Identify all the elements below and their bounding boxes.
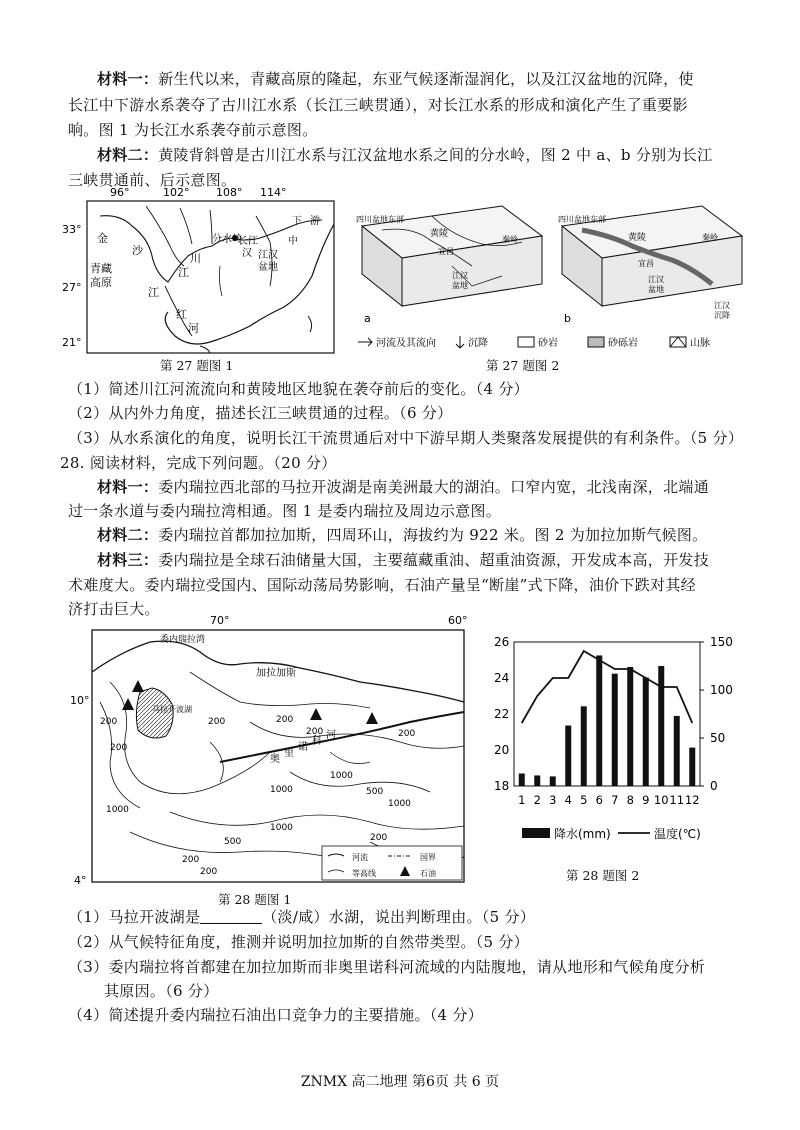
legend-label: 石油 (420, 869, 436, 878)
x-tick: 5 (580, 793, 588, 807)
diagram-label: 盆地 (452, 281, 468, 290)
precip-bar (519, 774, 525, 786)
contour-label: 200 (182, 855, 200, 865)
precip-bar (581, 706, 587, 786)
x-tick: 6 (595, 793, 603, 807)
contour-label: 1000 (106, 805, 129, 815)
y-right-tick: 150 (710, 635, 733, 649)
page-footer: ZNMX 高二地理 第6页 共 6 页 (300, 1074, 500, 1090)
legend-label: 砂砾岩 (608, 338, 638, 349)
lat-label: 4° (74, 874, 87, 887)
contour-label: 200 (276, 715, 294, 725)
lat-label: 21° (62, 336, 82, 349)
q28-material3-line2: 术难度大。委内瑞拉受国内、国际动荡局势影响，石油产量呈“断崖”式下降，油价下跌对其经 (68, 576, 696, 594)
figure-28-1-caption: 第 28 题图 1 (218, 892, 292, 907)
conglomerate-legend-icon (588, 337, 604, 347)
diagram-label: 沉降 (714, 311, 730, 320)
map-label: 下 (292, 216, 302, 227)
contour-label: 200 (200, 867, 218, 877)
y-left-tick: 20 (494, 743, 510, 757)
legend-label: 河流 (352, 853, 368, 862)
contour-label: 200 (398, 729, 416, 739)
map-label: 江 (148, 286, 159, 299)
map-label: 里 (284, 748, 294, 759)
precip-bar (534, 775, 540, 786)
map-label: 汉 (242, 248, 252, 259)
legend-label: 沉降 (468, 338, 488, 349)
contour-label: 200 (370, 833, 388, 843)
contour-label: 1000 (330, 771, 353, 781)
diagram-label: 宜昌 (638, 259, 654, 268)
x-tick: 11 (669, 793, 685, 807)
lat-label: 27° (62, 281, 82, 294)
diagram-label: 江汉 (714, 301, 730, 310)
lon-label: 108° (216, 186, 243, 199)
material3-label: 材料三： (97, 551, 159, 569)
figure-27-1-map (60, 186, 342, 372)
legend-temp-label: 温度(℃) (654, 827, 701, 841)
diagram-label: 盆地 (648, 285, 664, 294)
q28-2: （2）从气候特征角度，推测并说明加拉加斯的自然带类型。（5 分） (68, 933, 529, 951)
answer-blank[interactable] (200, 909, 262, 924)
map-label: 分水岭 (212, 234, 242, 245)
x-tick: 7 (611, 793, 619, 807)
precip-bar (612, 674, 618, 786)
precip-bar (565, 726, 571, 786)
y-left-tick: 18 (494, 779, 510, 793)
x-tick: 4 (564, 793, 572, 807)
precip-bar (689, 748, 695, 786)
map-label: 盆地 (258, 262, 278, 273)
precip-bar (658, 666, 664, 786)
diagram-label: 黄陵 (430, 229, 449, 239)
map-label: 河 (188, 322, 199, 335)
map-label: 金 (97, 232, 108, 245)
y-left-tick: 22 (494, 707, 510, 721)
q28-title: 28. 阅读材料，完成下列问题。（20 分） (60, 454, 337, 472)
precip-bar (643, 678, 649, 786)
x-tick: 2 (533, 793, 541, 807)
q28-4: （4）简述提升委内瑞拉石油出口竞争力的主要措施。（4 分） (68, 1006, 484, 1024)
y-left-tick: 24 (494, 671, 510, 685)
lat-label: 33° (62, 223, 82, 236)
lon-label: 70° (210, 614, 230, 627)
legend-label: 河流及其流向 (376, 338, 436, 349)
q27-material1-line3: 响。图 1 为长江水系袭夺前示意图。 (68, 121, 318, 139)
lat-label: 10° (70, 694, 90, 707)
legend-label: 砂岩 (538, 338, 558, 349)
map-label: 青藏 (90, 262, 112, 275)
map-label: 河 (326, 730, 336, 741)
mountain-legend-icon (670, 337, 686, 347)
legend-label: 等高线 (352, 869, 376, 878)
x-tick: 9 (642, 793, 650, 807)
diagram-label: 四川盆地东部 (356, 215, 404, 224)
map-label: 奥 (270, 754, 280, 765)
map-label: 红 (176, 308, 187, 321)
precip-bar (627, 667, 633, 786)
panel-label-a: a (364, 312, 371, 325)
legend-precip-label: 降水(mm) (554, 827, 611, 841)
map-label: 沙 (132, 244, 143, 257)
map-label: 江汉 (258, 250, 278, 261)
subsidence-legend-icon (456, 336, 464, 348)
climate-chart (478, 632, 778, 864)
legend-precip-swatch (522, 828, 550, 838)
lon-label: 114° (260, 186, 287, 199)
lon-label: 102° (163, 186, 190, 199)
legend-label: 国界 (420, 853, 436, 862)
q27-2: （2）从内外力角度，描述长江三峡贯通的过程。（6 分） (68, 404, 453, 422)
y-right-tick: 100 (710, 683, 733, 697)
figure-28-1-map (70, 612, 470, 890)
diagram-label: 江汉 (452, 271, 468, 280)
map-label: 诺 (298, 742, 308, 753)
climate-chart-caption: 第 28 题图 2 (566, 868, 640, 883)
x-tick: 12 (684, 793, 700, 807)
q28-material3-line3: 济打击巨大。 (68, 600, 160, 618)
material1-label: 材料一： (97, 478, 159, 496)
material2-label: 材料二： (97, 526, 159, 544)
q28-material1-line2: 过一条水道与委内瑞拉湾相通。图 1 是委内瑞拉及周边示意图。 (68, 502, 502, 520)
q27-material2-line1: 材料二：黄陵背斜曾是古川江水系与江汉盆地水系之间的分水岭，图 2 中 a、b 分别为长江 (97, 146, 713, 164)
diagram-label: 宜昌 (438, 247, 454, 256)
x-tick: 8 (626, 793, 634, 807)
map-label: 游 (310, 216, 320, 227)
x-tick: 10 (653, 793, 669, 807)
contour-label: 500 (224, 837, 242, 847)
y-right-tick: 50 (710, 731, 726, 745)
precip-bar (596, 655, 602, 786)
map-label: 江 (178, 266, 189, 279)
map-label: 马拉开波湖 (152, 705, 192, 714)
contour-label: 500 (366, 787, 384, 797)
figure-27-2-caption: 第 27 题图 2 (486, 358, 560, 373)
q28-3-line2: 其原因。（6 分） (104, 982, 219, 1000)
precip-bar (550, 776, 556, 786)
contour-label: 200 (110, 743, 128, 753)
figure-27-1-caption: 第 27 题图 1 (160, 358, 234, 373)
q27-3: （3）从水系演化的角度，说明长江干流贯通后对中下游早期人类聚落发展提供的有利条件。（5 分） (68, 429, 744, 447)
q28-material1-line1: 材料一：委内瑞拉西北部的马拉开波湖是南美洲最大的湖泊。口窄内宽，北浅南深，北端通 (97, 478, 710, 496)
q27-material1-line1: 材料一：新生代以来，青藏高原的隆起，东亚气候逐渐湿润化，以及江汉盆地的沉降，使 (97, 70, 694, 88)
diagram-label: 黄陵 (628, 233, 647, 243)
map-label: 川 (190, 252, 201, 265)
contour-label: 1000 (270, 823, 293, 833)
q28-material3-line1: 材料三：委内瑞拉是全球石油储量大国，主要蕴藏重油、超重油资源，开发成本高，开发技 (97, 551, 710, 569)
x-tick: 1 (518, 793, 526, 807)
contour-label: 200 (208, 717, 226, 727)
q28-material2-line1: 材料二：委内瑞拉首都加拉加斯，四周环山，海拔约为 922 米。图 2 为加拉加斯气候图。 (97, 526, 708, 544)
contour-label: 1000 (270, 785, 293, 795)
map-label: 中 (288, 236, 298, 247)
q27-1: （1）简述川江河流流向和黄陵地区地貌在袭夺前后的变化。（4 分） (68, 380, 529, 398)
figure-27-2-block-diagrams (352, 196, 752, 354)
contour-label: 200 (100, 717, 118, 727)
contour-label: 1000 (388, 799, 411, 809)
map-label: 高原 (90, 276, 112, 289)
y-right-tick: 0 (710, 779, 718, 793)
lon-label: 60° (448, 614, 468, 627)
q28-1: （1）马拉开波湖是 （淡/咸）水湖，说出判断理由。（5 分） (68, 908, 536, 926)
map-label: 长江 (238, 236, 258, 247)
diagram-label: 四川盆地东部 (558, 215, 606, 224)
panel-label-b: b (564, 312, 571, 325)
x-tick: 3 (549, 793, 557, 807)
material2-label: 材料二： (97, 146, 159, 164)
precip-bar (674, 716, 680, 786)
contour-label: 200 (306, 727, 324, 737)
diagram-label: 江汉 (648, 275, 664, 284)
map-label: 加拉加斯 (256, 668, 296, 679)
q27-material2-line2: 三峡贯通前、后示意图。 (68, 171, 237, 189)
diagram-label: 秦岭 (702, 233, 718, 242)
temperature-line (522, 651, 693, 723)
map-label: 科 (312, 736, 322, 747)
lon-label: 96° (110, 186, 130, 199)
q27-material1-line2: 长江中下游水系袭夺了古川江水系（长江三峡贯通），对长江水系的形成和演化产生了重要影 (68, 96, 688, 114)
y-left-tick: 26 (494, 635, 510, 649)
diagram-label: 秦岭 (502, 235, 518, 244)
legend-label: 山脉 (690, 338, 710, 349)
q28-3-line1: （3）委内瑞拉将首都建在加拉加斯而非奥里诺科河流域的内陆腹地，请从地形和气候角度分析 (68, 958, 706, 976)
material1-label: 材料一： (97, 70, 159, 88)
map-label: 委内瑞拉湾 (160, 635, 206, 645)
sandstone-legend-icon (518, 337, 534, 347)
